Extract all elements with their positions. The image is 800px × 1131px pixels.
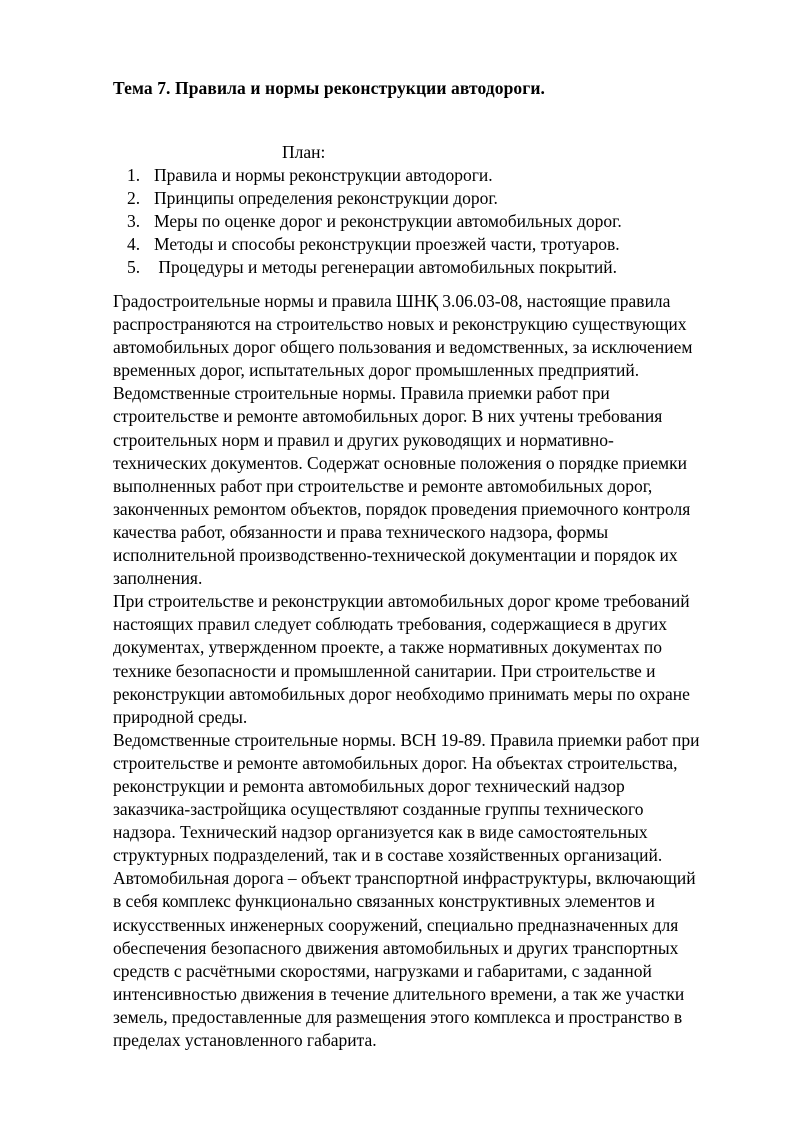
- list-item: [127, 210, 701, 233]
- list-item-number: 3.: [127, 211, 141, 231]
- list-item-label: Меры по оценке дорог и реконструкции автомобильных дорог.: [154, 211, 622, 231]
- list-item-number: 5.: [127, 257, 141, 277]
- paragraph: При строительстве и реконструкции автомобильных дорог кроме требований настоящих правил следует соблюдать требования, содержащиеся в других документах, утвержденном проекте, а также нормативных документах по технике безопасности и промышленной санитарии. При строительстве и реконструкции автомобильных дорог необходимо принимать меры по охране природной среды.: [113, 591, 690, 727]
- list-item: [127, 256, 701, 279]
- list-item-label: Правила и нормы реконструкции автодороги.: [154, 165, 493, 185]
- list-item-number: 4.: [127, 234, 141, 254]
- list-item-label: Процедуры и методы регенерации автомобильных покрытий.: [154, 257, 617, 277]
- list-item: [127, 164, 701, 187]
- list-item-number: 1.: [127, 165, 141, 185]
- list-item-label: Методы и способы реконструкции проезжей части, тротуаров.: [154, 234, 620, 254]
- list-item-label: Принципы определения реконструкции дорог.: [154, 188, 498, 208]
- paragraph: Автомобильная дорога – объект транспортной инфраструктуры, включающий в себя комплекс функционально связанных конструктивных элементов и искусственных инженерных сооружений, специально предназначенных для обеспечения безопасного движения автомобильных и других транспортных средств с расчётными скоростями, нагрузками и габаритами, с заданной интенсивностью движения в течение длительного времени, а так же участки земель, предоставленные для размещения этого комплекса и пространство в пределах установленного габарита.: [113, 868, 696, 1050]
- list-item: [127, 187, 701, 210]
- list-item: [127, 233, 701, 256]
- body-text: [113, 290, 705, 1052]
- document-content: [113, 78, 701, 1050]
- list-item-number: 2.: [127, 188, 141, 208]
- page-title: Тема 7. Правила и нормы реконструкции автодороги.: [113, 78, 545, 98]
- plan-heading: План:: [282, 142, 326, 162]
- paragraph: Градостроительные нормы и правила ШНҚ 3.06.03-08, настоящие правила распространяются на строительство новых и реконструкцию существующих автомобильных дорог общего пользования и ведомственных, за исключением временных дорог, испытательных дорог промышленных предприятий. Ведомственные строительные нормы. Правила приемки работ при строительстве и ремонте автомобильных дорог. В них учтены требования строительных норм и правил и других руководящих и нормативно-технических документов. Содержат основные положения о порядке приемки выполненных работ при строительстве и ремонте автомобильных дорог, законченных ремонтом объектов, порядок проведения приемочного контроля качества работ, обязанности и права технического надзора, формы исполнительной производственно-технической документации и порядок их заполнения.: [113, 291, 693, 589]
- paragraph: Ведомственные строительные нормы. ВСН 19-89. Правила приемки работ при строительстве и ремонте автомобильных дорог. На объектах строительства, реконструкции и ремонта автомобильных дорог технический надзор заказчика-застройщика осуществляют созданные группы технического надзора. Технический надзор организуется как в виде самостоятельных структурных подразделений, так и в составе хозяйственных организаций.: [113, 729, 700, 866]
- plan-list: [127, 164, 701, 279]
